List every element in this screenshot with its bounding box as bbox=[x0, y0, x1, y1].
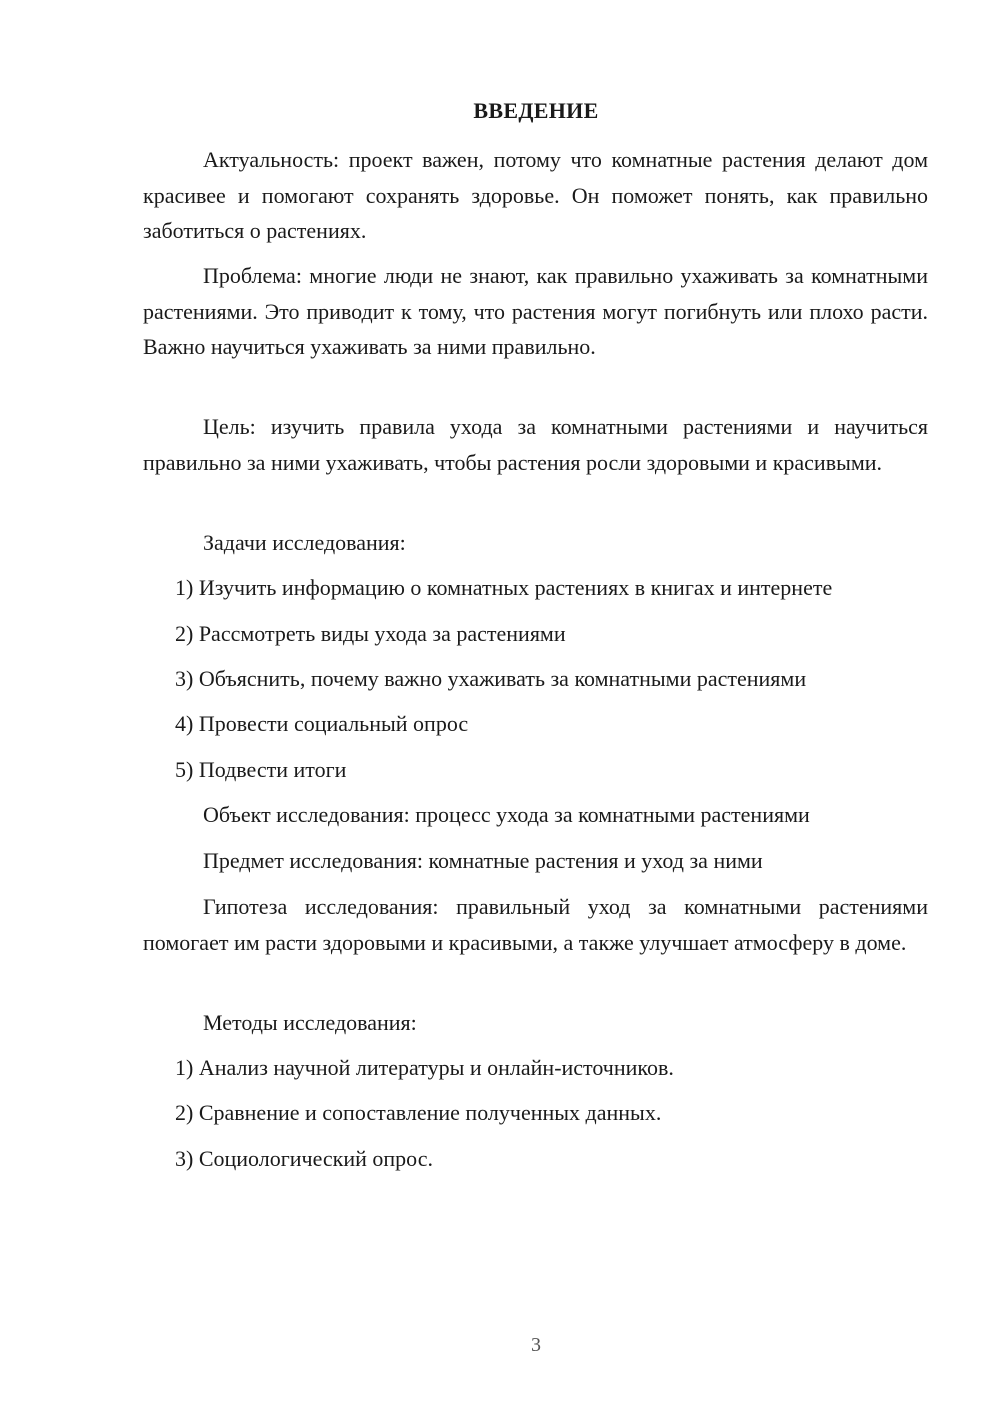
paragraph-relevance: Актуальность: проект важен, потому что комнатные растения делают дом красивее и помогают сохранять здоровье. Он поможет понять, как правильно заботиться о растениях. bbox=[143, 147, 928, 243]
task-item: 1) Изучить информацию о комнатных растениях в книгах и интернете bbox=[175, 575, 833, 600]
paragraph-goal: Цель: изучить правила ухода за комнатными растениями и научиться правильно за ними ухаживать, чтобы растения росли здоровыми и красивыми. bbox=[143, 414, 928, 475]
task-item: 4) Провести социальный опрос bbox=[175, 711, 469, 736]
paragraph-hypothesis: Гипотеза исследования: правильный уход за комнатными растениями помогает им расти здоровыми и красивыми, а также улучшает атмосферу в доме. bbox=[143, 894, 928, 955]
task-item: 5) Подвести итоги bbox=[175, 757, 347, 782]
page-number: 3 bbox=[531, 1334, 541, 1356]
method-item: 3) Социологический опрос. bbox=[175, 1146, 433, 1171]
research-subject: Предмет исследования: комнатные растения и уход за ними bbox=[203, 848, 763, 873]
task-item: 3) Объяснить, почему важно ухаживать за комнатными растениями bbox=[175, 666, 807, 691]
method-item: 1) Анализ научной литературы и онлайн-источников. bbox=[175, 1055, 674, 1080]
research-object: Объект исследования: процесс ухода за комнатными растениями bbox=[203, 802, 810, 827]
task-item: 2) Рассмотреть виды ухода за растениями bbox=[175, 621, 566, 646]
page-title: ВВЕДЕНИЕ bbox=[473, 98, 599, 123]
tasks-heading: Задачи исследования: bbox=[203, 530, 406, 555]
paragraph-problem: Проблема: многие люди не знают, как правильно ухаживать за комнатными растениями. Это приводит к тому, что растения могут погибнуть или плохо расти. Важно научиться ухаживать за ними правильно. bbox=[143, 263, 928, 359]
methods-heading: Методы исследования: bbox=[203, 1010, 417, 1035]
method-item: 2) Сравнение и сопоставление полученных данных. bbox=[175, 1100, 662, 1125]
